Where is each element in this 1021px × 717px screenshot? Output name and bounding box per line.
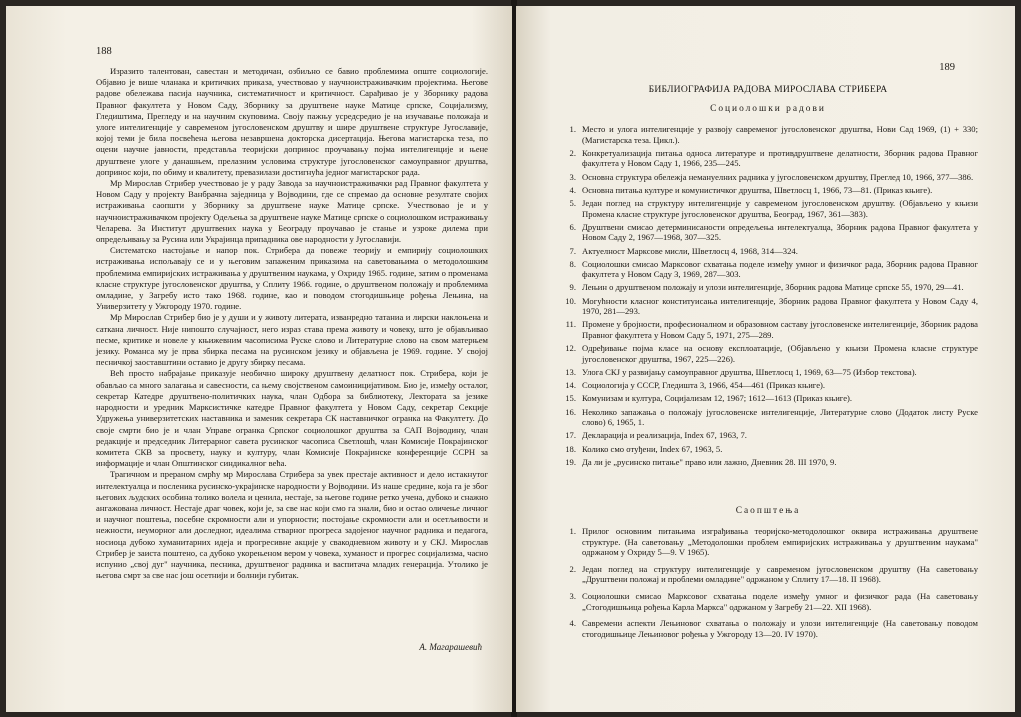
item-text: Место и улога интелигенције у развоју савременог југословенског друштва, Нови Сад 1969, (1) + 330; (Магистарска теза. Цикл.). [582,124,978,145]
list-item [558,222,978,243]
item-number: 11. [565,319,576,330]
list-item [558,591,978,612]
list-item [558,444,978,455]
list-item [558,124,978,145]
bibliography-title: БИБЛИОГРАФИЈА РАДОВА МИРОСЛАВА СТРИБЕРА [648,84,888,95]
list-item [558,430,978,441]
section-heading-sociological-works: Социолошки радови [710,104,826,114]
item-number: 7. [569,245,576,256]
item-number: 1. [569,124,576,134]
item-text: Један поглед на структуру интелигенције у савременом југословенском друштву. (Објављено у књизи Промена класне структуре југословенског друштва, Београд, 1967, 361—383). [582,197,978,219]
item-text: Конкретуализација питања односа литературе и противдруштвене делатности, Зборник радова Правног факултета у Новом Саду 1, 1966, 235—245. [582,147,978,169]
page-number-left: 188 [96,46,112,57]
paragraph-6: Трагичном и прераном смрћу мр Мирослава Стрибера за увек престаје активност и дело истакнутог интелектуалца и посленика русинско-украјинске народности у Војводини. Из наше средине, која га је због његових људских особина толико волела и ценила, нестаје, за његове године ретко учена, дубоко и снажно ангажована личност. Нестаје драг човек, који је, за све нас који смо га знали, био и остао оличење личног и научног поштења, посебне скромности али и упорности; постојање скромности али и осетљивости и нежности, неуморног али доследног, идеалима стварног прогреса задојеног научног радника и педагога, носиоца дубоко хуманитарних идеја и прогресивне акције у свакодневном животу и у СКЈ. Мирослав Стрибер је заиста поштено, са дубоко укорењеном вером у човека, хуманост и прогрес социјализма, часно испунио „свој дуг" научника, песника, друштвеног радника и васпитача младих генерација. Утолико је његова смрт за све нас још осетнији и болнији губитак. [96,469,488,581]
item-text: Комунизам и култура, Социјализам 12, 1967; 1612—1613 (Приказ књиге). [582,393,853,404]
item-number: 8. [569,258,576,269]
list-item [558,343,978,364]
item-number: 10. [565,295,576,306]
item-number: 2. [569,563,576,574]
paragraph-2: Мр Мирослав Стрибер учествовао је у раду Завода за научноистраживачки рад Правног факултета у Новом Саду у пројекту Ванбрачна заједница у Војводини, где се спремао да основне резултате својих истраживања саопшти у Зборнику за друштвене науке Матице српске. Учествовао је и у научноистраживачком пројекту Одељења за друштвене науке Матице српске о социолошком истраживању Челарева. За Институт друштвених наука у Београду проучавао је станье и узроке дилема при опредељивању за Русина или Украјинца припадника ове народности у Југославији. [96,178,488,245]
page-number-right: 189 [939,62,955,73]
item-text: Колико смо отуђени, Index 67, 1963, 5. [582,443,723,454]
section-heading-communications: Саопштења [735,506,801,516]
right-page [516,6,1015,712]
list-item [558,185,978,196]
item-text: Промене у бројности, професионалном и образовном саставу југословенске интелигенције, Зборник радова Правног факултета у Новом Саду 5, 1971, 275—289. [582,319,978,341]
item-number: 13. [565,367,576,377]
item-number: 14. [565,380,576,391]
item-text: Улога СКЈ у развијању самоуправног друштва, Шветлосц 1, 1969, 63—75 (Избор текстова). [582,367,917,377]
item-text: Актуелност Марксове мисли, Шветлосц 4, 1968, 314—324. [582,245,798,256]
item-number: 19. [565,456,576,467]
item-number: 16. [565,406,576,417]
item-text: Основна структура обележја немануелних радника у југословенском друштву, Преглед 10, 1966, 377—386. [582,171,974,182]
list-item [558,246,978,257]
item-text: Социолошки смисао Марксовог схватања поделе између умног и физичког рада, Зборник радова Правног факултета у Новом Саду 3, 1969, 287—303. [582,258,978,280]
item-number: 15. [565,393,576,404]
list-item [558,319,978,340]
left-page [6,6,512,712]
works-list [558,124,978,470]
list-item [558,380,978,391]
item-text: Основна питања културе и комунистичког друштва, Шветлосц 1, 1966, 73—81. (Приказ књиге). [582,184,933,195]
list-item [558,564,978,585]
obituary-text [96,66,488,581]
item-text: Могућности класног конституисања интелигенције, Зборник радова Правног факултета у Новом Саду 4, 1970, 281—293. [582,295,978,317]
list-item [558,393,978,404]
list-item [558,526,978,558]
item-number: 17. [565,430,576,441]
communications-list [558,526,978,645]
item-number: 6. [569,221,576,232]
item-number: 5. [569,197,576,208]
item-number: 4. [569,618,576,629]
item-number: 3. [569,171,576,182]
item-number: 1. [569,526,576,536]
list-item [558,618,978,639]
list-item [558,367,978,378]
paragraph-1: Изразито талентован, савестан и методичан, озбиљно се бавио проблемима опште социологије. Објавио је више чланака и критичких приказа, учествовао у научноистраживачким пројектима. Његове радове обележава пасија научника, систематичност и критичност. Сарађивао је у Зборнику радова Правног факултета у Новом Саду, Зборнику за друштвене науке Матице српске, Социјализму, Гледиштима, Прегледу и на научним скуповима. Своју пажњу усредсредио је на изучавање положаја и улоге интелигенције у савременом југословенском друштву и шире друштвене структуре Југославије, којој теми је била посвећена његова незавршена докторска дисертација. Његова магистарска теза, по оцени научне јавности, представља теоријски допринос проучавању појма интелигенције и њене друштвене улоге у данашњем, прелазним условима структуре југословенског самоуправног друштва, допринос који, по обиму и квалитету, превазилази достигнућа једног магистарског рада. [96,66,488,177]
item-number: 3. [569,590,576,601]
paragraph-5: Већ просто набрајање приказује необично широку друштвену делатност пок. Стрибера, који је обављао са много залагања и савесности, са њему својственом самоиницијативом. Био је, између осталог, секретар Катедре друштвено-политичких наука, члан Одбора за библиотеку, Лектората за језике народности и уредник Марксистичке катедре Правног факултета у Новом Саду, секретар Секције Удружења универзитетских наставника и заменик секретара СК наставничког огранка на Факултету. До своје смрти био је и члан Управе огранка Српског социолошког друштва за САП Војводину, члан редакције и председник Литерарног савета русинског часописа Светлошћ, члан Комисије Покрајинског комитета СКВ за просвету, науку и културу, члан Комисије Покрајинске конференције ССРН за информације и члан Општинског синдикалног већа. [96,368,488,469]
item-text: Социолошки смисао Марксовог схватања поделе између умног и физичког рада (На саветовању „Стогодишњица рођења Карла Маркса" одржаном у Загребу 21—22. XII 1968). [582,590,978,612]
item-text: Декларација и реализација, Index 67, 1963, 7. [582,430,747,441]
item-text: Да ли је „русинско питање" право или лажно, Дневник 28. III 1970, 9. [582,456,837,467]
item-text: Неколико запажања о положају југословенске интелигенције, Литературне слово (Додаток листу Руске слово) 6, 1965, 1. [582,406,978,428]
item-number: 12. [565,343,576,354]
list-item [558,172,978,183]
list-item [558,282,978,293]
item-text: Савремени аспекти Лењиновог схватања о положају и улози интелигенције (На саветовању поводом стогодишњице Лењиновог рођења у Ужгороду 13—20. IV 1970). [582,618,978,639]
item-text: Друштвени смисао детерминисаности опредељења интелектуалца, Зборник радова Правног факултета у Новом Саду 2, 1967—1968, 307—325. [582,221,978,243]
author-signature: А. Магарашевић [419,642,482,652]
paragraph-4: Мр Мирослав Стрибер био је у души и у животу литерата, изванредно татаниа и лирски наклоњена и сатканa личност. Није нипошто случајност, него израз става према животу и човеку, што је објављивао песме, критике и новеле у књижевним часописима Руске слово и Литературне слово на свом матерњем језику. Романса му је прва збирка песама на русинском језику и објављена је 1969. године. У својој песничкој заоставштини оставио је другу збирку песама. [96,312,488,368]
list-item [558,259,978,280]
list-item [558,457,978,468]
item-number: 4. [569,184,576,195]
item-text: Прилог основним питањима изграђивања теоријско-методолошког оквира истраживања друштвене структуре. (На саветовању „Методолошки проблем емпиријских истраживања у друштвеним наукама" одржаном у Охриду 5—9. V 1965). [582,526,978,558]
list-item [558,148,978,169]
item-number: 18. [565,443,576,454]
item-text: Лењин о друштвеном положају и улози интелигенције, Зборник радова Матице српске 55, 1970, 29—41. [582,282,964,293]
list-item [558,407,978,428]
item-text: Одређивање појма класе на основу експлоатације, (Објављено у књизи Промена класне структуре југословенског друштва, 1967, 225—226). [582,343,978,364]
item-text: Један поглед на структуру интелигенције у савременом југословенском друштву (На саветовању „Друштвени положај и проблеми омладине" одржаном у Сплиту 17—18. II 1968). [582,563,978,585]
paragraph-3: Систематско настојање и напор пок. Стрибера да повеже теорију и емпирију социолошких истраживања испољавају се и у његовим запаженим приказима на саветовањима о методолошким проблемима емпиријских истраживања у друштвеним наукама, у Охриду 1965. године, затим о променама класне структуре југословенског друштва, у Сплиту 1966. године, о друштвеном положају и проблемима омладине, у Загребу исто тако 1968. године, као и поводом стогодишњице рођења Лењина, на Универзитету у Ужгороду 1970. године. [96,245,488,312]
item-number: 9. [569,282,576,293]
list-item [558,198,978,219]
list-item [558,296,978,317]
item-text: Социологија у СССР, Гледишта 3, 1966, 454—461 (Приказ књиге). [582,380,826,391]
item-number: 2. [569,147,576,158]
